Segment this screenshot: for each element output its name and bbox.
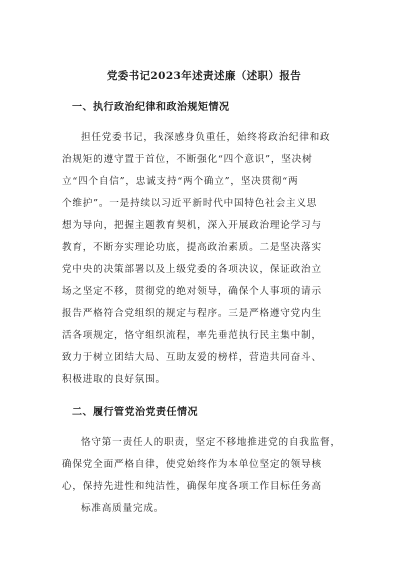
paragraph-line: 立“四个自信”，忠诚支持“两个确立”，坚决贯彻“两 xyxy=(62,176,299,187)
section-paragraph xyxy=(62,127,346,391)
paragraph-line: 致力于树立团结大局、互助友爱的榜样，营造共同奋斗、 xyxy=(62,352,322,363)
section-heading: 一、执行政治纪律和政治规矩情况 xyxy=(72,102,230,113)
paragraph-line: 个维护”。一是持续以习近平新时代中国特色社会主义思 xyxy=(62,198,318,209)
paragraph-line: 担任党委书记，我深感身负重任，始终将政治纪律和政 xyxy=(81,132,331,143)
paragraph-line: 治规矩的遵守置于首位，不断强化“四个意识”，坚决树 xyxy=(62,154,313,165)
document-title: 党委书记2023年述责述廉（述职）报告 xyxy=(106,70,302,82)
section-party-governance xyxy=(62,403,346,520)
paragraph-line: 标准高质量完成。 xyxy=(81,503,165,514)
paragraph-line: 党中央的决策部署以及上级党委的各项决议，保证政治立 xyxy=(62,264,322,275)
paragraph-line: 教育，不断夯实理论功底，提高政治素质。二是坚决落实 xyxy=(62,242,322,253)
section-heading: 二、履行管党治党责任情况 xyxy=(72,407,198,418)
paragraph-line: 恪守第一责任人的职责，坚定不移地推进党的自我监督， xyxy=(81,437,341,448)
paragraph-line: 想为导向，把握主题教育契机，深入开展政治理论学习与 xyxy=(62,220,322,231)
section-paragraph xyxy=(62,432,346,520)
paragraph-line: 活各项规定，恪守组织流程，率先垂范执行民主集中制， xyxy=(62,330,322,341)
paragraph-line: 心，保持先进性和纯洁性，确保年度各项工作目标任务高 xyxy=(62,481,322,492)
paragraph-line: 积极进取的良好氛围。 xyxy=(62,374,166,385)
section-political-discipline xyxy=(62,98,346,391)
paragraph-line: 确保党全面严格自律，使党始终作为本单位坚定的领导核 xyxy=(62,459,322,470)
paragraph-line: 场之坚定不移，贯彻党的绝对领导，确保个人事项的请示 xyxy=(62,286,322,297)
paragraph-line: 报告严格符合党组织的规定与程序。三是严格遵守党内生 xyxy=(62,308,322,319)
